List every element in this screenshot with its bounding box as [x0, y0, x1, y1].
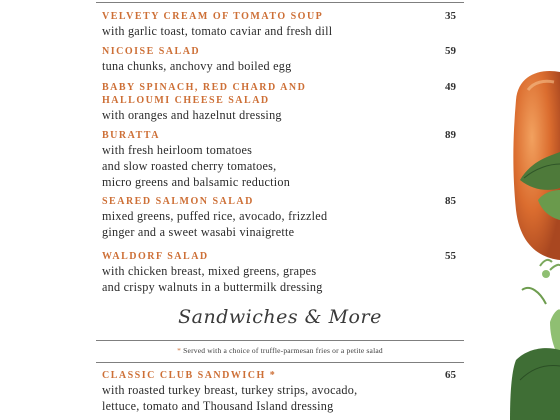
section-title: Sandwiches & More [178, 306, 382, 328]
item-description-line: mixed greens, puffed rice, avocado, frizzled [102, 209, 328, 223]
item-name-text: CLASSIC CLUB SANDWICH [102, 370, 266, 381]
menu-item [102, 10, 462, 39]
item-price: 35 [445, 10, 456, 22]
asterisk-marker: * [269, 370, 277, 381]
tomato-illustration [510, 60, 560, 420]
item-name: SEARED SALMON SALAD [102, 196, 254, 207]
item-description-line: with garlic toast, tomato caviar and fresh dill [102, 24, 333, 38]
item-name: BABY SPINACH, RED CHARD AND HALLOUMI CHEESE SALAD [102, 82, 307, 106]
item-price: 49 [445, 81, 456, 93]
item-description-line: with fresh heirloom tomatoes [102, 143, 253, 157]
item-description-line: tuna chunks, anchovy and boiled egg [102, 59, 292, 73]
item-description-line: micro greens and balsamic reduction [102, 175, 291, 189]
menu-item [102, 250, 462, 295]
item-name: BURATTA [102, 130, 160, 141]
item-description-line: with roasted turkey breast, turkey strips, avocado, [102, 383, 358, 397]
section-divider [96, 340, 464, 341]
item-name: WALDORF SALAD [102, 251, 209, 262]
item-description-line: ginger and a sweet wasabi vinaigrette [102, 225, 295, 239]
section-note-text: Served with a choice of truffle-parmesan fries or a petite salad [183, 346, 383, 355]
item-description-line: and crispy walnuts in a buttermilk dressing [102, 280, 323, 294]
item-price: 85 [445, 195, 456, 207]
item-name [102, 369, 462, 382]
item-name: NICOISE SALAD [102, 46, 201, 57]
menu-item [102, 81, 462, 123]
menu-item [102, 369, 462, 414]
item-price: 55 [445, 250, 456, 262]
item-price: 89 [445, 129, 456, 141]
asterisk-marker: * [177, 346, 182, 355]
menu-item [102, 45, 462, 74]
section-divider [96, 362, 464, 363]
item-price: 59 [445, 45, 456, 57]
item-description-line: with oranges and hazelnut dressing [102, 108, 282, 122]
item-price: 65 [445, 369, 456, 381]
item-name: VELVETY CREAM OF TOMATO SOUP [102, 11, 324, 22]
item-description-line: with chicken breast, mixed greens, grapes [102, 264, 317, 278]
item-description-line: lettuce, tomato and Thousand Island dressing [102, 399, 334, 413]
menu-item [102, 195, 462, 240]
top-divider [96, 2, 464, 3]
menu-item [102, 129, 462, 190]
item-description-line: and slow roasted cherry tomatoes, [102, 159, 277, 173]
section-note [96, 346, 464, 355]
